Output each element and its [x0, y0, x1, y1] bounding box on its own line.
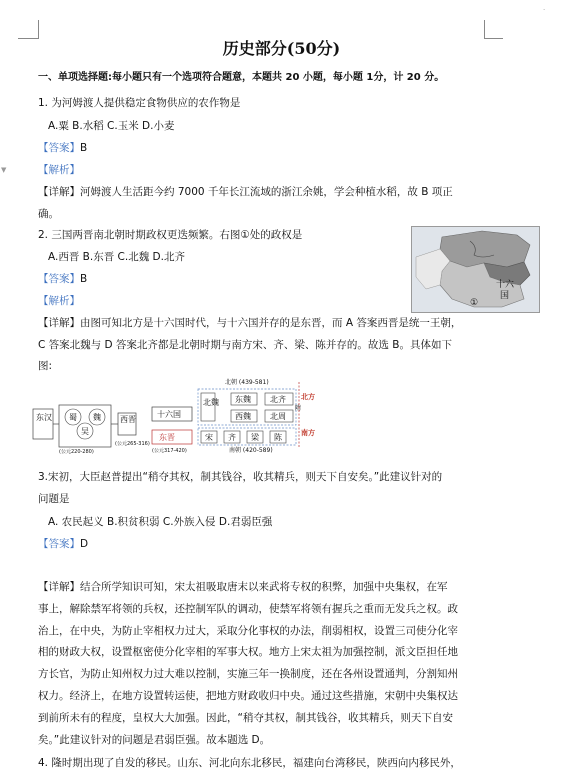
xi-wei-label: 西魏 — [235, 412, 251, 421]
detail-label: 【详解】 — [38, 317, 80, 329]
bei-qi-label: 北齐 — [270, 395, 286, 404]
q1-detail-line — [38, 185, 453, 199]
detail-label: 【详解】 — [38, 581, 80, 593]
xi-jin-years: (公元265-316) — [115, 441, 150, 447]
page-title: 历史部分(50分) — [222, 39, 341, 58]
song-label: 宋 — [205, 433, 213, 442]
three-kingdoms-map — [411, 226, 540, 313]
corner-mark: · — [543, 6, 546, 14]
dynasty-diagram-graphic — [33, 377, 313, 453]
margin-marker-icon: ▼ — [1, 166, 7, 174]
answer-value: B — [80, 142, 88, 154]
bei-chao-label: 北朝 (439-581) — [225, 379, 269, 386]
q1-options: A.粟 B.水稻 C.玉米 D.小麦 — [48, 120, 175, 132]
nan-fang-label: 南方 — [301, 429, 315, 437]
q3-options: A. 农民起义 B.积贫积弱 C.外族入侵 D.君弱臣强 — [48, 516, 273, 528]
q3-question-2: 问题是 — [38, 493, 70, 505]
bei-zhou-label: 北周 — [270, 412, 286, 421]
q2-detail-line-3: 图: — [38, 360, 53, 372]
answer-value: B — [80, 273, 88, 285]
dong-wei-label: 东魏 — [235, 395, 251, 404]
q2-options: A.西晋 B.东晋 C.北魏 D.北齐 — [48, 251, 185, 263]
sui-label: 隋 — [295, 405, 302, 412]
map-label-guo: 国 — [500, 290, 510, 300]
dong-han-label: 东汉 — [36, 413, 52, 422]
detail-text: 结合所学知识可知，宋太祖吸取唐末以来武将专权的积弊，加强中央集权，在军 — [80, 581, 448, 593]
detail-label: 【详解】 — [38, 186, 80, 198]
q1-answer — [38, 141, 87, 155]
q2-detail-line — [38, 316, 461, 330]
q1-analysis-label: 【解析】 — [38, 164, 80, 176]
dynasty-diagram — [33, 377, 313, 453]
qi-label: 齐 — [228, 433, 236, 442]
answer-label: 【答案】 — [38, 142, 80, 154]
answer-value: D — [80, 538, 89, 550]
dong-jin-label: 东晋 — [159, 433, 175, 442]
map-graphic — [412, 227, 539, 312]
xi-jin-label: 西晋 — [120, 415, 136, 424]
wu-label: 吴 — [81, 427, 89, 436]
q2-detail-line-2: C 答案北魏与 D 答案北齐都是北朝时期与南方宋、齐、梁、陈并存的。故选 B。具体如下 — [38, 339, 452, 351]
chen-label: 陈 — [274, 433, 282, 442]
q1-question: 1. 为河姆渡人提供稳定食物供应的农作物是 — [38, 97, 241, 109]
sanguo-years: (公元220-280) — [59, 449, 94, 455]
section-heading: 一、单项选择题:每小题只有一个选项符合题意，本题共 20 小题，每小题 1分，计 20 分。 — [38, 72, 445, 83]
q2-answer — [38, 272, 87, 286]
q2-analysis-label: 【解析】 — [38, 295, 80, 307]
q3-answer — [38, 537, 88, 551]
answer-label: 【答案】 — [38, 538, 80, 550]
map-marker-1: ① — [470, 297, 479, 307]
q3-detail-line-8: 矣。”此建议针对的问题是君弱臣强。故本题选 D。 — [38, 734, 271, 746]
q3-detail-line-2: 事上，解除禁军将领的兵权，还控制军队的调动，使禁军将领有握兵之重而无发兵之权。政 — [38, 603, 458, 615]
shu-label: 蜀 — [69, 413, 77, 422]
q3-detail-line-7: 到前所未有的程度，皇权大大加强。因此，“稍夺其权，制其钱谷，收其精兵，则天下自安 — [38, 712, 453, 724]
q1-detail-line-2: 确。 — [38, 208, 59, 220]
q3-detail-line-5: 方长官，为防止知州权力过大难以控制，实施三年一换制度，还在各州设置通判，分割知州 — [38, 668, 458, 680]
answer-label: 【答案】 — [38, 273, 80, 285]
detail-text: 由图可知北方是十六国时代，与十六国并存的是东晋，而 A 答案西晋是统一王朝， — [80, 317, 462, 329]
detail-text: 河姆渡人生活距今约 7000 千年长江流域的浙江余姚，学会种植水稻，故 B 项正 — [80, 186, 453, 198]
liang-label: 梁 — [251, 433, 259, 442]
nan-chao-label: 南朝 (420-589) — [229, 447, 273, 454]
q3-detail-line-4: 相的财政大权，设置枢密使分化宰相的军事大权。地方上宋太祖为加强控制，派文臣担任地 — [38, 646, 458, 658]
shiliuguo-label: 十六国 — [157, 410, 181, 419]
q3-detail-line-6: 权力。经济上，在地方设置转运使，把地方财政收归中央。通过这些措施，宋朝中央集权达 — [38, 690, 458, 702]
northern-region — [440, 231, 530, 267]
wei-label: 魏 — [93, 413, 101, 422]
q3-detail-line — [38, 580, 448, 594]
q4-question: 4. 隆时期出现了自发的移民。山东、河北向东北移民，福建向台湾移民，陕西向内移民外， — [38, 757, 461, 769]
dong-jin-years: (公元317-420) — [152, 448, 187, 454]
bei-wei-label: 北魏 — [203, 398, 219, 407]
map-label-shiliu: 十六 — [496, 279, 515, 289]
bei-fang-label: 北方 — [301, 393, 315, 401]
q3-question: 3.宋初，大臣赵普提出“稍夺其权，制其钱谷，收其精兵，则天下自安矣。”此建议针对的 — [38, 471, 443, 483]
q2-question: 2. 三国两晋南北朝时期政权更迭频繁。右图①处的政权是 — [38, 229, 303, 241]
q3-detail-line-3: 治上，在中央，为防止宰相权力过大，采取分化事权的办法，削弱相权，设置三司使分化宰 — [38, 625, 458, 637]
